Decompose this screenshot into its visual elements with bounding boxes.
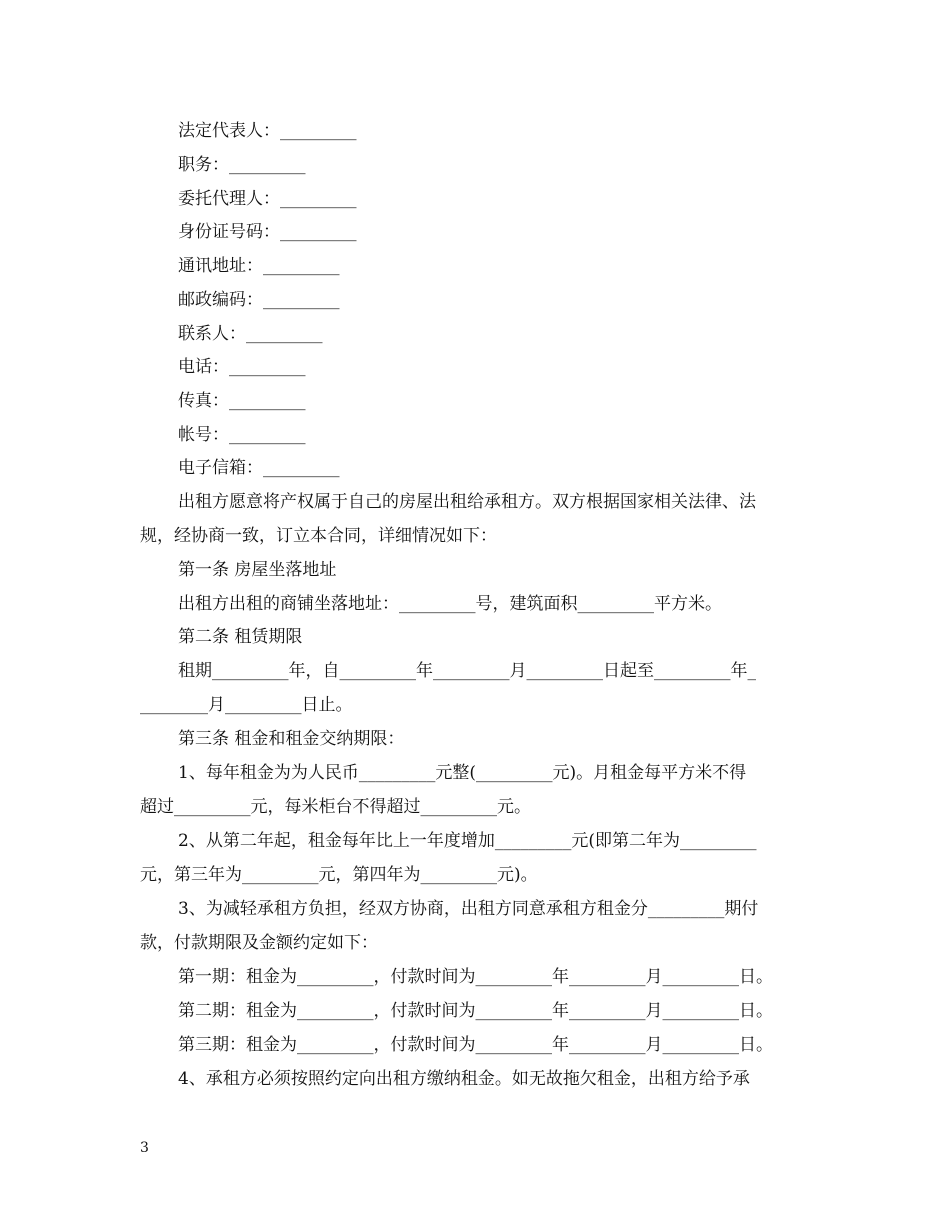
email-line: 电子信箱：_________ (178, 458, 340, 478)
article-2-text-line-2: ________月_________日止。 (140, 695, 353, 715)
article-3-heading: 第三条 租金和租金交纳期限： (178, 729, 405, 749)
address-line: 通讯地址：_________ (178, 256, 340, 276)
clause-3-line-2: 款，付款期限及金额约定如下： (140, 933, 378, 953)
id-number-line: 身份证号码：_________ (178, 222, 357, 242)
legal-representative-line: 法定代表人：_________ (178, 121, 357, 141)
page-number: 3 (140, 1140, 149, 1156)
postal-code-line: 邮政编码：_________ (178, 290, 340, 310)
clause-4-line-1: 4、承租方必须按照约定向出租方缴纳租金。如无故拖欠租金，出租方给予承 (178, 1069, 750, 1089)
intro-paragraph-line-1: 出租方愿意将产权属于自己的房屋出租给承租方。双方根据国家相关法律、法 (178, 492, 756, 512)
clause-2-line-2: 元，第三年为_________元，第四年为_________元)。 (140, 865, 538, 885)
article-2-heading: 第二条 租赁期限 (178, 627, 303, 647)
intro-paragraph-line-2: 规，经协商一致，订立本合同，详细情况如下： (140, 526, 497, 546)
article-1-heading: 第一条 房屋坐落地址 (178, 560, 337, 580)
authorized-agent-line: 委托代理人：_________ (178, 189, 357, 209)
account-line: 帐号：_________ (178, 425, 306, 445)
installment-2: 第二期：租金为_________，付款时间为_________年_________月_________日。 (178, 1001, 773, 1021)
clause-1-line-1: 1、每年租金为为人民币_________元整(_________元)。月租金每平方米不得 (178, 763, 747, 783)
clause-2-line-1: 2、从第二年起，租金每年比上一年度增加_________元(即第二年为_________ (178, 831, 757, 851)
installment-3: 第三期：租金为_________，付款时间为_________年_________月_________日。 (178, 1035, 773, 1055)
article-1-text: 出租方出租的商铺坐落地址：_________号，建筑面积_________平方米。 (178, 594, 722, 614)
clause-3-line-1: 3、为减轻承租方负担，经双方协商，出租方同意承租方租金分_________期付 (178, 899, 759, 919)
article-2-text-line-1: 租期_________年，自_________年_________月_________日起至_________年_ (178, 661, 756, 681)
phone-line: 电话：_________ (178, 357, 306, 377)
fax-line: 传真：_________ (178, 391, 306, 411)
installment-1: 第一期：租金为_________，付款时间为_________年_________月_________日。 (178, 967, 773, 987)
clause-1-line-2: 超过_________元，每米柜台不得超过_________元。 (140, 797, 531, 817)
position-line: 职务：_________ (178, 155, 306, 175)
contact-line: 联系人：_________ (178, 324, 323, 344)
